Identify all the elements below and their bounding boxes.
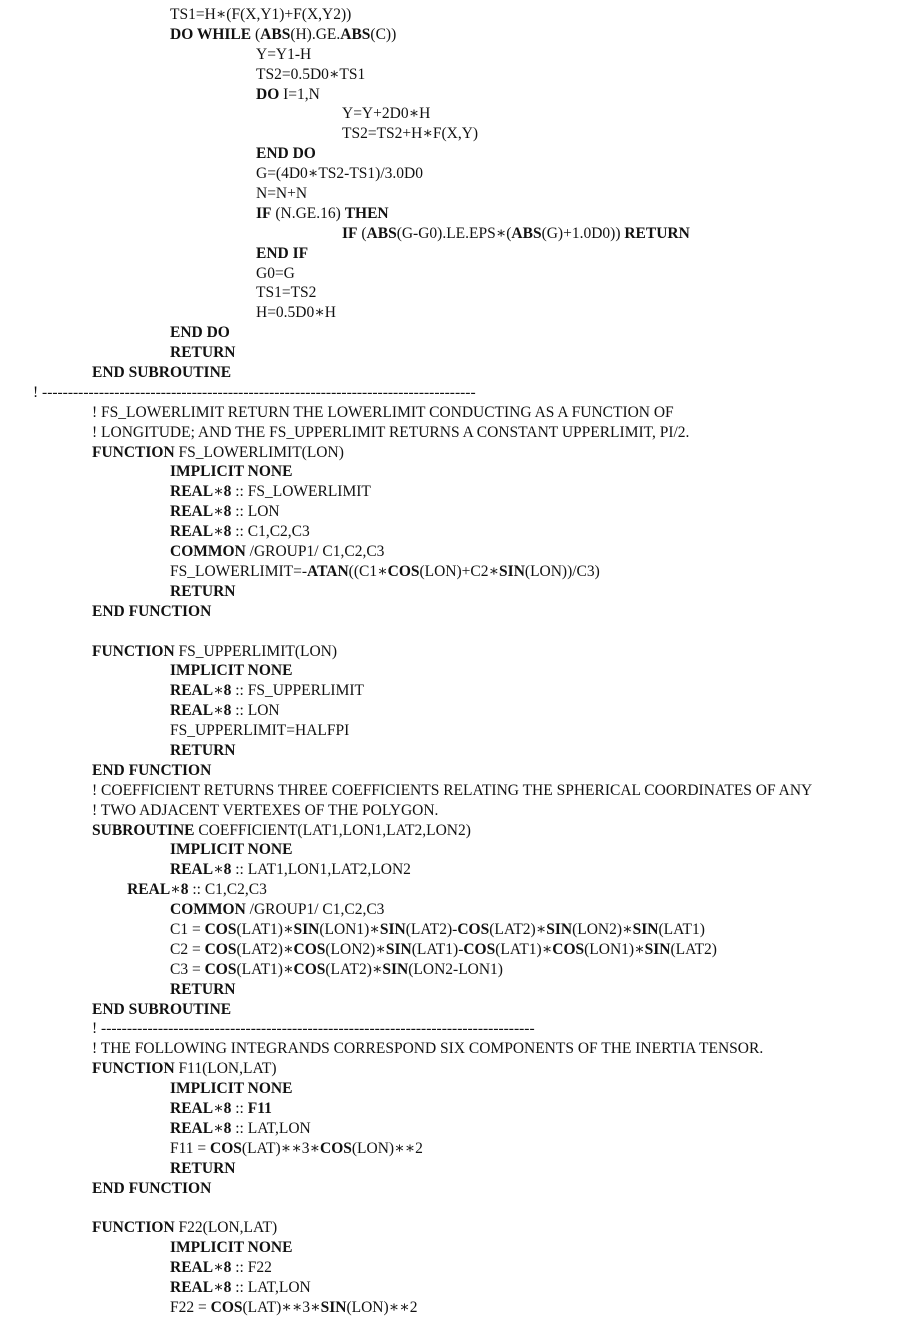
code-keyword: SIN: [644, 940, 671, 958]
code-line: [0, 1159, 900, 1179]
code-text: ((C1∗: [348, 562, 388, 580]
code-line: [0, 283, 900, 303]
code-keyword: COS: [320, 1139, 352, 1157]
code-line: [0, 980, 900, 1000]
code-keyword: COS: [552, 940, 585, 958]
code-text: ∗: [213, 523, 224, 541]
code-text: (LAT2)∗: [325, 960, 383, 978]
code-keyword: THEN: [344, 204, 389, 222]
code-text: F22(LON,LAT): [174, 1219, 278, 1237]
code-text: C1 =: [170, 920, 205, 938]
code-text: C3 =: [170, 960, 205, 978]
code-line: [0, 761, 900, 781]
code-keyword: END FUNCTION: [92, 1179, 212, 1197]
code-line: [0, 443, 900, 463]
code-line: [0, 85, 900, 105]
code-line: [0, 1019, 900, 1039]
code-line: [0, 184, 900, 204]
code-text: H=0.5D0∗H: [256, 304, 336, 322]
code-text: (H).GE.: [290, 25, 341, 43]
code-line: [0, 681, 900, 701]
code-line: [0, 144, 900, 164]
code-line: [0, 900, 900, 920]
code-keyword: SIN: [320, 1298, 347, 1316]
code-line: [0, 1218, 900, 1238]
code-text: ∗: [170, 881, 181, 899]
code-line: [0, 423, 900, 443]
code-line: [0, 701, 900, 721]
code-text: (LAT1)-: [411, 940, 464, 958]
code-line: [0, 1000, 900, 1020]
code-line: [0, 940, 900, 960]
code-keyword: COS: [210, 1139, 242, 1157]
code-line: [0, 1119, 900, 1139]
code-keyword: REAL: [170, 861, 214, 879]
code-text: (G-G0).LE.EPS∗(: [396, 224, 512, 242]
code-line: [0, 45, 900, 65]
code-text: (LON2-LON1): [408, 960, 503, 978]
code-text: :: LON: [231, 503, 280, 521]
code-keyword: SIN: [293, 920, 320, 938]
code-keyword: IMPLICIT NONE: [170, 841, 293, 859]
code-text: ! THE FOLLOWING INTEGRANDS CORRESPOND SIX COMPONENTS OF THE INERTIA TENSOR.: [92, 1040, 764, 1058]
code-keyword: REAL: [170, 503, 214, 521]
code-line: [0, 1258, 900, 1278]
code-keyword: RETURN: [170, 344, 236, 362]
code-keyword: COS: [293, 960, 326, 978]
code-line: [0, 1079, 900, 1099]
code-text: ∗: [213, 1279, 224, 1296]
code-line: [0, 104, 900, 124]
code-keyword: COS: [204, 940, 237, 958]
code-text: :: C1,C2,C3: [231, 523, 310, 541]
code-text: N=N+N: [256, 185, 308, 203]
code-keyword: 8: [180, 881, 189, 899]
code-text: ∗: [213, 1099, 224, 1117]
code-line: [0, 542, 900, 562]
code-line: [0, 562, 900, 582]
code-keyword: SIN: [379, 920, 406, 938]
code-keyword: ATAN: [307, 562, 349, 580]
code-text: (LON))/C3): [524, 562, 600, 580]
code-text: TS1=H∗(F(X,Y1)+F(X,Y2)): [170, 6, 352, 23]
code-line: [0, 244, 900, 264]
code-line: [0, 840, 900, 860]
code-line: [0, 661, 900, 681]
code-keyword: COS: [293, 940, 326, 958]
code-line: [0, 383, 900, 403]
code-keyword: RETURN: [624, 224, 690, 242]
code-text: (LON1)∗: [584, 940, 645, 958]
code-keyword: DO WHILE: [170, 25, 252, 43]
code-line: [0, 204, 900, 224]
code-keyword: IMPLICIT NONE: [170, 1239, 293, 1257]
code-keyword: ABS: [260, 25, 291, 43]
code-text: (LON)+C2∗: [419, 562, 500, 580]
code-keyword: 8: [223, 682, 232, 700]
code-line: [0, 801, 900, 821]
code-line: [0, 124, 900, 144]
code-keyword: END FUNCTION: [92, 602, 212, 620]
code-line: [0, 741, 900, 761]
code-line: [0, 1179, 900, 1199]
code-line: [0, 642, 900, 662]
code-text: TS2=TS2+H∗F(X,Y): [342, 125, 479, 143]
code-keyword: FUNCTION: [92, 1060, 175, 1078]
code-text: (LAT2)∗: [489, 920, 547, 938]
code-text: (C)): [370, 25, 397, 43]
code-line: [0, 502, 900, 522]
code-text: (LAT1)∗: [236, 920, 294, 938]
code-keyword: REAL: [170, 682, 214, 700]
code-text: ∗: [213, 702, 224, 720]
code-text: (LAT)∗∗3∗: [242, 1298, 321, 1316]
code-keyword: COMMON: [170, 543, 246, 561]
code-keyword: END SUBROUTINE: [92, 364, 232, 382]
code-keyword: 8: [223, 1119, 232, 1137]
code-text: :: FS_LOWERLIMIT: [231, 483, 371, 501]
code-text: (LAT1)∗: [495, 940, 553, 958]
code-text: /GROUP1/ C1,C2,C3: [245, 543, 385, 561]
code-line: [0, 1298, 900, 1318]
code-line: [0, 65, 900, 85]
code-keyword: SIN: [546, 920, 573, 938]
code-text: (LON)∗∗2: [346, 1298, 418, 1316]
code-text: F22 =: [170, 1298, 211, 1316]
code-line: [0, 303, 900, 323]
code-text: ! TWO ADJACENT VERTEXES OF THE POLYGON.: [92, 801, 439, 819]
code-keyword: FUNCTION: [92, 642, 175, 660]
code-keyword: 8: [223, 483, 232, 501]
code-keyword: END IF: [256, 244, 309, 262]
code-line: [0, 960, 900, 980]
code-line: [0, 323, 900, 343]
code-line: [0, 1059, 900, 1079]
code-line: [0, 920, 900, 940]
code-line: [0, 721, 900, 741]
code-text: ! COEFFICIENT RETURNS THREE COEFFICIENTS RELATING THE SPHERICAL COORDINATES OF ANY: [92, 781, 813, 799]
code-keyword: SUBROUTINE: [92, 821, 195, 839]
code-line: [0, 622, 900, 642]
code-text: (LAT)∗∗3∗: [241, 1139, 321, 1157]
code-keyword: RETURN: [170, 1159, 236, 1177]
code-line: [0, 1139, 900, 1159]
code-keyword: REAL: [170, 1119, 214, 1137]
code-line: [0, 880, 900, 900]
code-keyword: COMMON: [170, 901, 246, 919]
code-line: [0, 363, 900, 383]
code-text: (LAT2)-: [405, 920, 458, 938]
code-text: :: LAT1,LON1,LAT2,LON2: [231, 861, 411, 879]
code-keyword: 8: [223, 523, 232, 541]
code-keyword: IMPLICIT NONE: [170, 463, 293, 481]
code-line: [0, 1039, 900, 1059]
code-text: /GROUP1/ C1,C2,C3: [245, 901, 385, 919]
code-text: TS2=0.5D0∗TS1: [256, 65, 366, 83]
code-text: COEFFICIENT(LAT1,LON1,LAT2,LON2): [194, 821, 471, 839]
code-line: [0, 164, 900, 184]
code-line: [0, 582, 900, 602]
code-keyword: 8: [223, 1259, 232, 1277]
code-text: ! ------------------------------------------------------------------------------------: [33, 383, 476, 401]
code-keyword: REAL: [170, 1279, 214, 1296]
code-text: (LAT2): [670, 940, 717, 958]
code-text: (N.GE.16): [271, 204, 345, 222]
code-keyword: SIN: [382, 960, 409, 978]
code-keyword: 8: [223, 1279, 232, 1296]
code-keyword: COS: [457, 920, 490, 938]
code-line: [0, 1278, 900, 1298]
code-text: (LON1)∗: [319, 920, 380, 938]
code-line: [0, 343, 900, 363]
code-text: Y=Y1-H: [256, 45, 312, 63]
code-keyword: RETURN: [170, 980, 236, 998]
code-keyword: REAL: [170, 1259, 214, 1277]
code-text: (G)+1.0D0)): [541, 224, 625, 242]
code-keyword: SIN: [385, 940, 412, 958]
code-text: :: LAT,LON: [231, 1119, 311, 1137]
code-text: :: C1,C2,C3: [188, 881, 267, 899]
code-keyword: COS: [204, 960, 237, 978]
code-keyword: COS: [210, 1298, 243, 1316]
code-keyword: RETURN: [170, 582, 236, 600]
code-text: (LON2)∗: [325, 940, 386, 958]
code-text: ∗: [213, 483, 224, 501]
code-keyword: IMPLICIT NONE: [170, 1080, 293, 1098]
code-line: [0, 264, 900, 284]
code-text: FS_UPPERLIMIT(LON): [174, 642, 337, 660]
code-keyword: 8: [223, 702, 232, 720]
code-text: ∗: [213, 1119, 224, 1137]
code-line: [0, 482, 900, 502]
code-keyword: END SUBROUTINE: [92, 1000, 232, 1018]
code-keyword: END DO: [170, 324, 230, 342]
code-keyword: DO: [256, 85, 280, 103]
code-line: [0, 1198, 900, 1218]
code-keyword: IMPLICIT NONE: [170, 662, 293, 680]
code-text: G=(4D0∗TS2-TS1)/3.0D0: [256, 165, 423, 183]
code-keyword: FUNCTION: [92, 1219, 175, 1237]
code-text: ∗: [213, 682, 224, 700]
code-text: ! FS_LOWERLIMIT RETURN THE LOWERLIMIT CONDUCTING AS A FUNCTION OF: [92, 403, 674, 421]
code-text: :: F22: [231, 1259, 272, 1277]
code-keyword: ABS: [511, 224, 542, 242]
code-line: [0, 522, 900, 542]
code-text: :: LON: [231, 702, 280, 720]
code-text: F11 =: [170, 1139, 211, 1157]
code-text: ! ------------------------------------------------------------------------------------: [92, 1020, 535, 1038]
code-keyword: REAL: [170, 483, 214, 501]
code-keyword: COS: [387, 562, 420, 580]
code-line: [0, 602, 900, 622]
code-keyword: 8: [223, 1099, 232, 1117]
code-keyword: END DO: [256, 145, 316, 163]
code-keyword: REAL: [127, 881, 171, 899]
code-line: [0, 224, 900, 244]
code-text: ∗: [213, 1259, 224, 1277]
code-text: (LAT1): [658, 920, 705, 938]
code-keyword: RETURN: [170, 741, 236, 759]
code-text: FS_LOWERLIMIT=-: [170, 562, 308, 580]
code-text: (LAT2)∗: [236, 940, 294, 958]
code-line: [0, 403, 900, 423]
code-keyword: SIN: [499, 562, 525, 580]
code-keyword: REAL: [170, 523, 214, 541]
code-text: ::: [231, 1099, 248, 1117]
code-text: FS_UPPERLIMIT=HALFPI: [170, 722, 350, 740]
code-text: :: LAT,LON: [231, 1279, 311, 1296]
code-line: [0, 781, 900, 801]
code-text: TS1=TS2: [256, 284, 317, 302]
code-text: (: [357, 224, 367, 242]
code-keyword: COS: [463, 940, 496, 958]
code-line: [0, 462, 900, 482]
code-keyword: 8: [223, 503, 232, 521]
code-text: C2 =: [170, 940, 205, 958]
code-text: (: [251, 25, 261, 43]
code-line: [0, 860, 900, 880]
code-line: [0, 1238, 900, 1258]
code-text: FS_LOWERLIMIT(LON): [174, 443, 344, 461]
code-text: Y=Y+2D0∗H: [342, 105, 431, 123]
code-keyword: FUNCTION: [92, 443, 175, 461]
code-keyword: F11: [247, 1099, 272, 1117]
code-text: ∗: [213, 503, 224, 521]
code-keyword: ABS: [366, 224, 397, 242]
code-keyword: REAL: [170, 702, 214, 720]
code-keyword: ABS: [340, 25, 371, 43]
code-keyword: 8: [223, 861, 232, 879]
code-keyword: IF: [256, 204, 272, 222]
code-keyword: COS: [204, 920, 237, 938]
code-keyword: IF: [342, 224, 358, 242]
code-text: F11(LON,LAT): [174, 1060, 277, 1078]
code-line: [0, 821, 900, 841]
code-text: :: FS_UPPERLIMIT: [231, 682, 365, 700]
code-text: ∗: [213, 861, 224, 879]
code-text: ! LONGITUDE; AND THE FS_UPPERLIMIT RETURNS A CONSTANT UPPERLIMIT, PI/2.: [92, 423, 690, 441]
code-keyword: SIN: [632, 920, 659, 938]
code-line: [0, 5, 900, 25]
code-text: (LON2)∗: [572, 920, 633, 938]
code-listing: [0, 5, 900, 1318]
code-line: [0, 25, 900, 45]
code-keyword: END FUNCTION: [92, 761, 212, 779]
code-text: I=1,N: [279, 85, 320, 103]
code-line: [0, 1099, 900, 1119]
code-text: G0=G: [256, 264, 295, 282]
code-text: (LAT1)∗: [236, 960, 294, 978]
code-keyword: REAL: [170, 1099, 214, 1117]
code-text: (LON)∗∗2: [351, 1139, 423, 1157]
